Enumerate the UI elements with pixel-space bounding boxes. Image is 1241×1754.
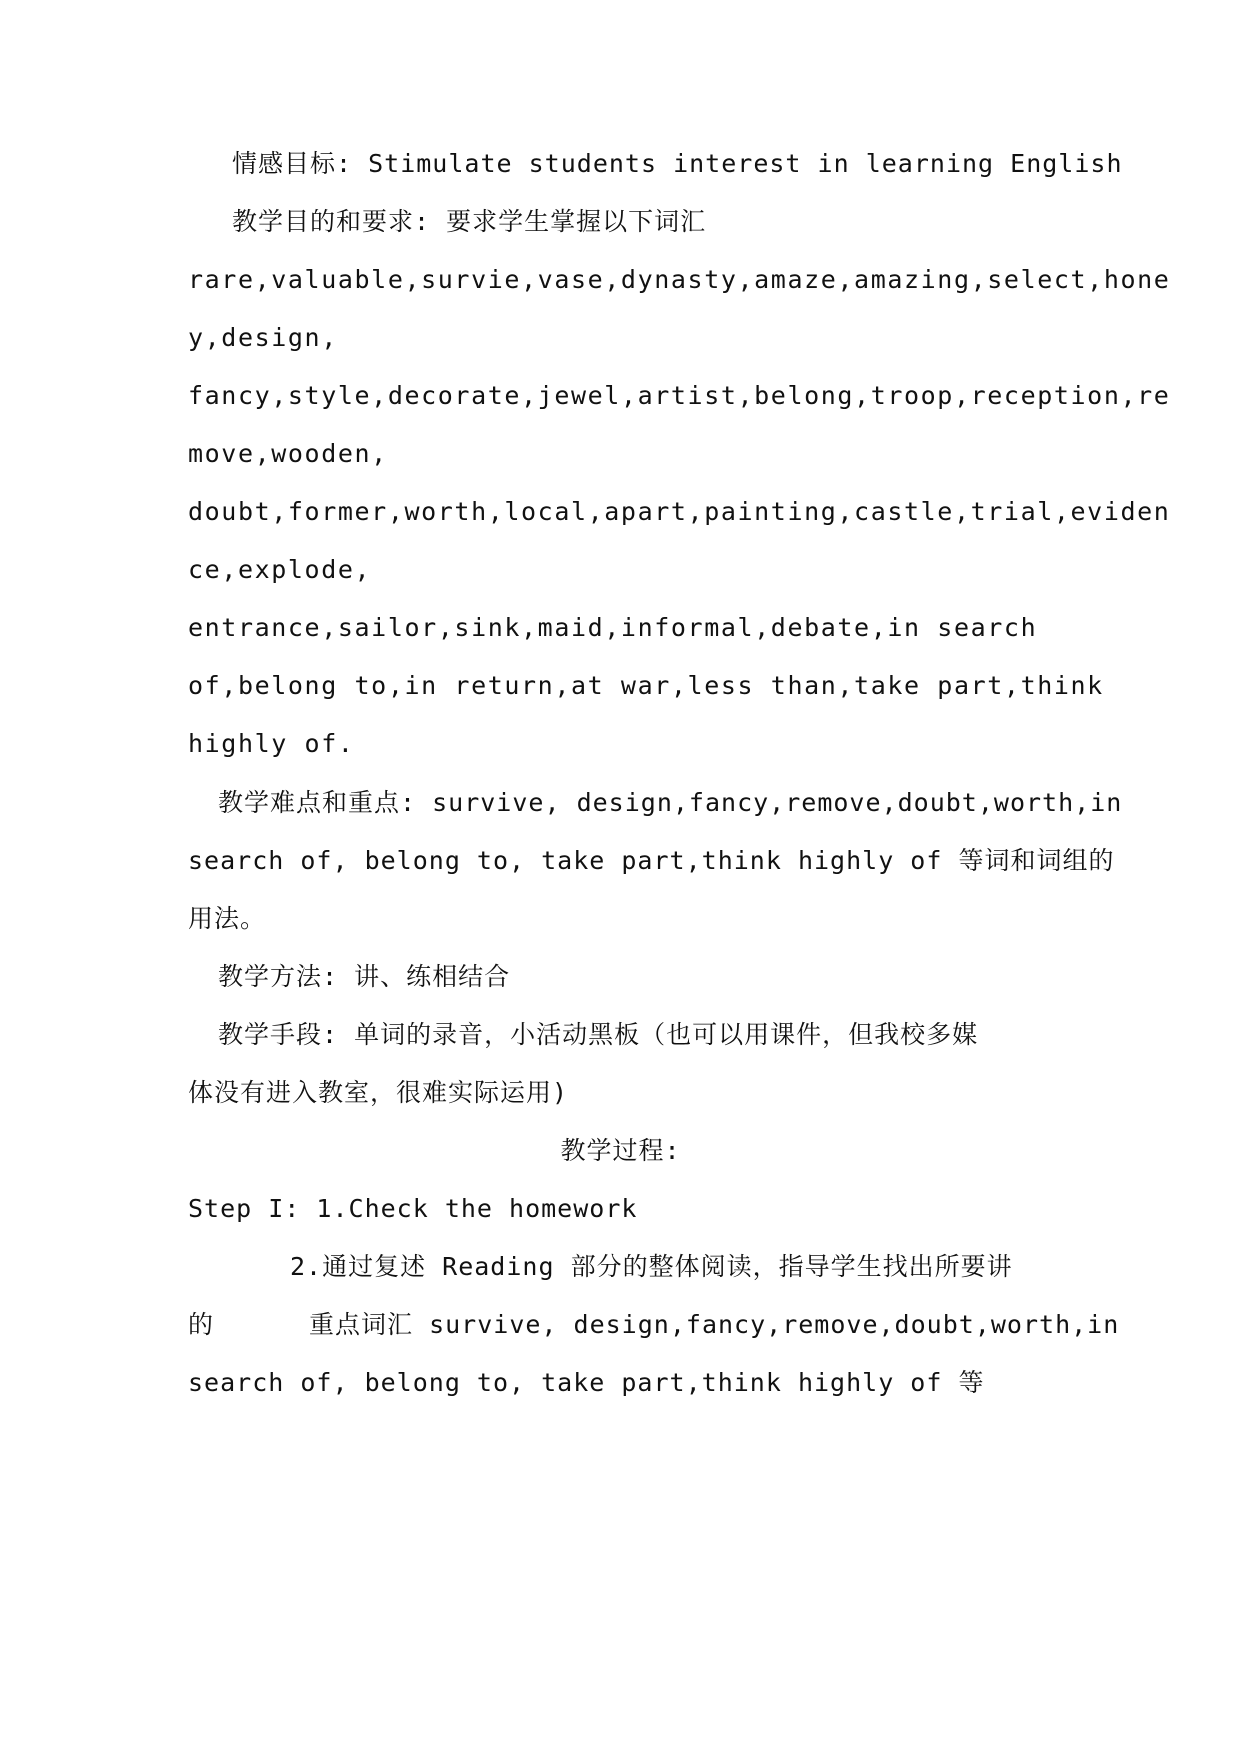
step-one-item-two-cont bbox=[188, 1308, 1120, 1342]
vocab-line: move,wooden, bbox=[188, 439, 388, 468]
teaching-means-line: 体没有进入教室，很难实际运用) bbox=[188, 1078, 569, 1107]
process-heading: 教学过程: bbox=[560, 1136, 681, 1165]
step-one-item-two-cont: search of, belong to, take part,think highly of 等 bbox=[188, 1368, 985, 1397]
key-points-line: 用法。 bbox=[188, 904, 267, 933]
vocab-line: rare,valuable,survie,vase,dynasty,amaze,amazing,select,hone bbox=[188, 265, 1171, 294]
teaching-method: 教学方法: 讲、练相结合 bbox=[218, 962, 511, 991]
vocab-line: doubt,former,worth,local,apart,painting,castle,trial,eviden bbox=[188, 497, 1171, 526]
step-one-item-two-cont-b: 重点词汇 survive, design,fancy,remove,doubt,worth,in bbox=[309, 1310, 1120, 1339]
vocab-line: fancy,style,decorate,jewel,artist,belong,troop,reception,re bbox=[188, 381, 1171, 410]
vocab-line: of,belong to,in return,at war,less than,take part,think bbox=[188, 671, 1104, 700]
teaching-aim: 教学目的和要求: 要求学生掌握以下词汇 bbox=[232, 207, 707, 236]
vocab-line: entrance,sailor,sink,maid,informal,debate,in search bbox=[188, 613, 1038, 642]
teaching-means-line: 教学手段: 单词的录音，小活动黑板（也可以用课件，但我校多媒 bbox=[218, 1020, 979, 1049]
key-points-line: 教学难点和重点: survive, design,fancy,remove,doubt,worth,in bbox=[218, 788, 1123, 817]
step-one-item-two-cont-a: 的 bbox=[188, 1310, 215, 1339]
key-points-line: search of, belong to, take part,think highly of 等词和词组的 bbox=[188, 846, 1115, 875]
step-one-item-two: 2.通过复述 Reading 部分的整体阅读，指导学生找出所要讲 bbox=[290, 1252, 1013, 1281]
vocab-line: highly of. bbox=[188, 729, 355, 758]
vocab-line: y,design, bbox=[188, 323, 338, 352]
vocab-line: ce,explode, bbox=[188, 555, 372, 584]
step-one: Step I: 1.Check the homework bbox=[188, 1194, 638, 1223]
affective-goal: 情感目标: Stimulate students interest in learning English bbox=[232, 149, 1123, 178]
